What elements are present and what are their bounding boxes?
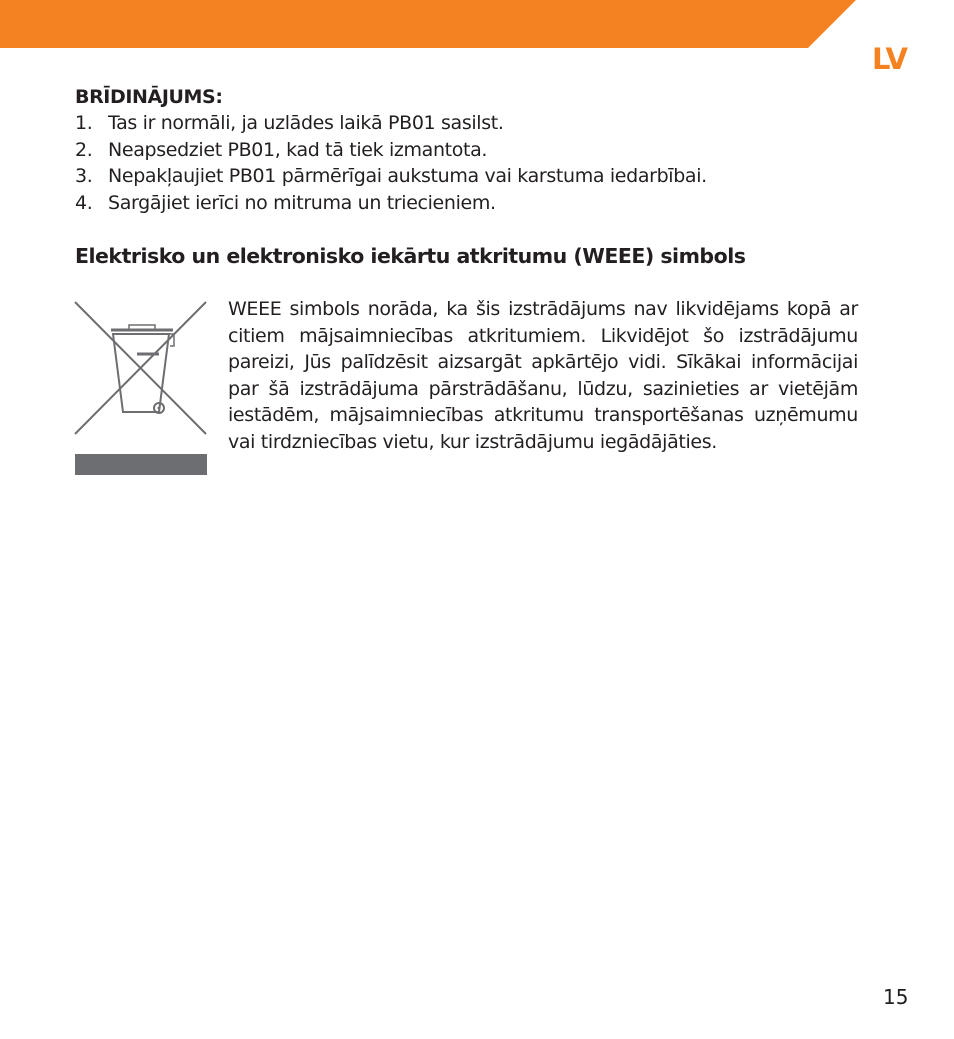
language-code: LV: [872, 42, 907, 76]
weee-description: WEEE simbols norāda, ka šis izstrādājums nav likvidējams kopā ar citiem mājsaimniecības atkritumiem. Likvidējot šo izstrādājumu pareizi, Jūs palīdzēsit aizsargāt apkārtējo vidi. Sīkākai informācijai par šā izstrādājuma pārstrādāšanu, lūdzu, sazinieties ar vietējām iestādēm, mājsaimniecības atkritumu transportēšanas uzņēmumu vai tirdzniecības vietu, kur izstrādājumu iegādājāties.: [228, 298, 858, 453]
page-number: 15: [883, 985, 909, 1009]
warning-item-text: Tas ir normāli, ja uzlādes laikā PB01 sasilst.: [108, 112, 504, 134]
warning-item: [75, 163, 707, 190]
warning-item: [75, 190, 707, 217]
weee-heading: Elektrisko un elektronisko iekārtu atkritumu (WEEE) simbols: [75, 244, 746, 268]
header-accent-bar: [0, 0, 856, 48]
warning-list: [75, 110, 707, 216]
warning-item-text: Neapsedziet PB01, kad tā tiek izmantota.: [108, 138, 488, 161]
warning-item-text: Nepakļaujiet PB01 pārmērīgai aukstuma vai karstuma iedarbībai.: [108, 165, 707, 187]
warning-item-number: 1.: [75, 112, 93, 134]
warning-item-text: Sargājiet ierīci no mitruma un triecieniem.: [108, 191, 496, 214]
warning-item: [75, 110, 707, 137]
warning-item: [75, 137, 707, 164]
warning-item-number: 2.: [75, 138, 93, 161]
warning-item-number: 4.: [75, 191, 93, 214]
warning-item-number: 3.: [75, 165, 93, 187]
warning-heading: BRĪDINĀJUMS:: [75, 86, 223, 108]
crossed-out-wheelie-bin-icon: [73, 300, 208, 476]
